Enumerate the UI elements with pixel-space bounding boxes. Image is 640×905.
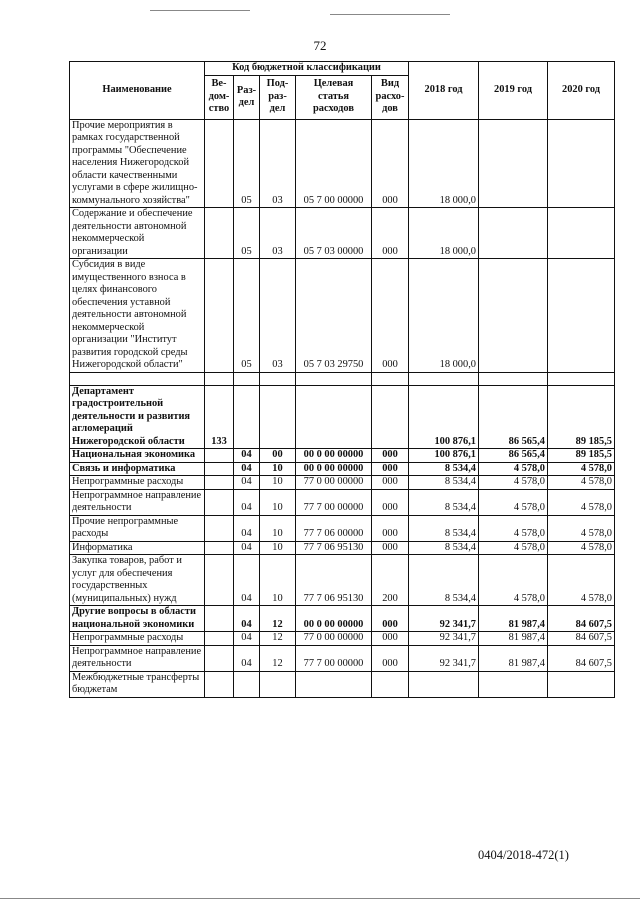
header-podrazdel: Под-раз-дел bbox=[260, 75, 296, 119]
row-2020: 4 578,0 bbox=[548, 555, 615, 606]
table-row bbox=[70, 555, 615, 606]
row-razdel: 04 bbox=[234, 462, 260, 476]
row-podrazdel: 00 bbox=[260, 449, 296, 463]
row-2018: 8 534,4 bbox=[409, 489, 479, 515]
row-target: 77 0 00 00000 bbox=[296, 476, 372, 490]
blank-cell bbox=[260, 372, 296, 385]
row-podrazdel: 10 bbox=[260, 489, 296, 515]
table-row bbox=[70, 385, 615, 449]
row-podrazdel: 10 bbox=[260, 476, 296, 490]
row-vedomstvo: 133 bbox=[205, 385, 234, 449]
header-name: Наименование bbox=[70, 62, 205, 120]
scan-mark-bottom bbox=[0, 898, 640, 899]
row-vedomstvo bbox=[205, 476, 234, 490]
row-2020: 4 578,0 bbox=[548, 476, 615, 490]
row-target: 77 7 06 95130 bbox=[296, 555, 372, 606]
row-razdel bbox=[234, 385, 260, 449]
row-2018: 8 534,4 bbox=[409, 476, 479, 490]
row-target: 05 7 03 00000 bbox=[296, 208, 372, 259]
row-2018: 92 341,7 bbox=[409, 645, 479, 671]
row-2018: 18 000,0 bbox=[409, 208, 479, 259]
row-2020 bbox=[548, 259, 615, 373]
table-row bbox=[70, 208, 615, 259]
row-2020: 84 607,5 bbox=[548, 606, 615, 632]
row-2018: 8 534,4 bbox=[409, 515, 479, 541]
row-razdel: 05 bbox=[234, 208, 260, 259]
row-2020 bbox=[548, 671, 615, 697]
row-name: Связь и информатика bbox=[70, 462, 205, 476]
row-target bbox=[296, 671, 372, 697]
header-classification-group: Код бюджетной классификации bbox=[205, 62, 409, 76]
row-2020: 89 185,5 bbox=[548, 449, 615, 463]
row-podrazdel: 12 bbox=[260, 606, 296, 632]
row-vedomstvo bbox=[205, 606, 234, 632]
row-name: Межбюджетные трансферты бюджетам bbox=[70, 671, 205, 697]
header-target: Целевая статья расходов bbox=[296, 75, 372, 119]
row-podrazdel: 10 bbox=[260, 515, 296, 541]
row-vid: 000 bbox=[372, 119, 409, 208]
header-2020: 2020 год bbox=[548, 62, 615, 120]
row-target: 00 0 00 00000 bbox=[296, 462, 372, 476]
row-name: Непрограммное направление деятельности bbox=[70, 489, 205, 515]
row-target: 77 7 06 95130 bbox=[296, 541, 372, 555]
row-target bbox=[296, 385, 372, 449]
row-2018 bbox=[409, 671, 479, 697]
header-vid: Вид расхо-дов bbox=[372, 75, 409, 119]
blank-cell bbox=[234, 372, 260, 385]
row-razdel: 04 bbox=[234, 541, 260, 555]
row-vedomstvo bbox=[205, 555, 234, 606]
row-podrazdel: 12 bbox=[260, 645, 296, 671]
row-vedomstvo bbox=[205, 489, 234, 515]
row-podrazdel: 12 bbox=[260, 632, 296, 646]
row-vedomstvo bbox=[205, 671, 234, 697]
blank-cell bbox=[479, 372, 548, 385]
row-2018: 100 876,1 bbox=[409, 385, 479, 449]
row-2019: 4 578,0 bbox=[479, 462, 548, 476]
document-code: 0404/2018-472(1) bbox=[478, 848, 569, 862]
table-row bbox=[70, 476, 615, 490]
row-target: 00 0 00 00000 bbox=[296, 449, 372, 463]
row-2020: 84 607,5 bbox=[548, 645, 615, 671]
blank-cell bbox=[205, 372, 234, 385]
table-row bbox=[70, 489, 615, 515]
table-row bbox=[70, 259, 615, 373]
row-razdel: 04 bbox=[234, 645, 260, 671]
row-2018: 92 341,7 bbox=[409, 606, 479, 632]
row-podrazdel: 03 bbox=[260, 119, 296, 208]
row-2018: 18 000,0 bbox=[409, 259, 479, 373]
row-name: Субсидия в виде имущественного взноса в целях финансового обеспечения уставной деятельности автономной некоммерческой организации "Институт развития городской среды Нижегородской области" bbox=[70, 259, 205, 373]
header-2018: 2018 год bbox=[409, 62, 479, 120]
row-2019: 81 987,4 bbox=[479, 632, 548, 646]
row-2019: 81 987,4 bbox=[479, 645, 548, 671]
header-vedomstvo: Ве-дом-ство bbox=[205, 75, 234, 119]
row-2020 bbox=[548, 119, 615, 208]
row-2018: 8 534,4 bbox=[409, 555, 479, 606]
header-razdel: Раз-дел bbox=[234, 75, 260, 119]
row-2019 bbox=[479, 671, 548, 697]
row-2019: 86 565,4 bbox=[479, 449, 548, 463]
row-vid: 000 bbox=[372, 208, 409, 259]
budget-table bbox=[69, 61, 615, 698]
row-name: Национальная экономика bbox=[70, 449, 205, 463]
table-row bbox=[70, 671, 615, 697]
row-name: Информатика bbox=[70, 541, 205, 555]
row-2019: 81 987,4 bbox=[479, 606, 548, 632]
table-row bbox=[70, 632, 615, 646]
row-2020: 4 578,0 bbox=[548, 462, 615, 476]
row-2020 bbox=[548, 208, 615, 259]
table-row bbox=[70, 119, 615, 208]
row-2020: 84 607,5 bbox=[548, 632, 615, 646]
row-name: Закупка товаров, работ и услуг для обеспечения государственных (муниципальных) нужд bbox=[70, 555, 205, 606]
row-podrazdel: 03 bbox=[260, 208, 296, 259]
row-2018: 8 534,4 bbox=[409, 541, 479, 555]
row-razdel: 04 bbox=[234, 606, 260, 632]
row-name: Департамент градостроительной деятельности и развития агломераций Нижегородской области bbox=[70, 385, 205, 449]
row-vid: 000 bbox=[372, 606, 409, 632]
header-2019: 2019 год bbox=[479, 62, 548, 120]
row-vedomstvo bbox=[205, 645, 234, 671]
row-vedomstvo bbox=[205, 462, 234, 476]
table-row bbox=[70, 449, 615, 463]
blank-cell bbox=[372, 372, 409, 385]
row-2018: 18 000,0 bbox=[409, 119, 479, 208]
row-target: 05 7 03 29750 bbox=[296, 259, 372, 373]
row-razdel: 05 bbox=[234, 119, 260, 208]
row-2019: 4 578,0 bbox=[479, 541, 548, 555]
row-2019 bbox=[479, 259, 548, 373]
row-2019 bbox=[479, 119, 548, 208]
row-vid: 000 bbox=[372, 541, 409, 555]
row-vid: 000 bbox=[372, 449, 409, 463]
table-row bbox=[70, 541, 615, 555]
row-target: 77 0 00 00000 bbox=[296, 632, 372, 646]
row-2019: 86 565,4 bbox=[479, 385, 548, 449]
row-2019: 4 578,0 bbox=[479, 476, 548, 490]
row-vid: 000 bbox=[372, 515, 409, 541]
row-2019: 4 578,0 bbox=[479, 515, 548, 541]
row-2019: 4 578,0 bbox=[479, 489, 548, 515]
row-vid: 000 bbox=[372, 259, 409, 373]
row-2020: 4 578,0 bbox=[548, 541, 615, 555]
row-podrazdel: 10 bbox=[260, 541, 296, 555]
row-name: Непрограммные расходы bbox=[70, 632, 205, 646]
row-razdel: 04 bbox=[234, 515, 260, 541]
row-vedomstvo bbox=[205, 515, 234, 541]
row-podrazdel bbox=[260, 671, 296, 697]
blank-cell bbox=[548, 372, 615, 385]
row-podrazdel: 10 bbox=[260, 462, 296, 476]
row-razdel: 04 bbox=[234, 632, 260, 646]
row-2020: 4 578,0 bbox=[548, 515, 615, 541]
row-vid bbox=[372, 671, 409, 697]
scan-mark-top-left bbox=[150, 10, 250, 11]
row-name: Прочие непрограммные расходы bbox=[70, 515, 205, 541]
table-row bbox=[70, 462, 615, 476]
row-podrazdel: 10 bbox=[260, 555, 296, 606]
row-vid: 000 bbox=[372, 476, 409, 490]
row-vedomstvo bbox=[205, 449, 234, 463]
page-number: 72 bbox=[313, 38, 327, 53]
row-2018: 92 341,7 bbox=[409, 632, 479, 646]
row-razdel: 04 bbox=[234, 555, 260, 606]
row-vid: 000 bbox=[372, 632, 409, 646]
row-vedomstvo bbox=[205, 208, 234, 259]
row-2020: 4 578,0 bbox=[548, 489, 615, 515]
row-vedomstvo bbox=[205, 541, 234, 555]
row-vedomstvo bbox=[205, 632, 234, 646]
row-razdel: 04 bbox=[234, 476, 260, 490]
table-row bbox=[70, 515, 615, 541]
row-vedomstvo bbox=[205, 259, 234, 373]
row-razdel: 04 bbox=[234, 449, 260, 463]
row-name: Содержание и обеспечение деятельности автономной некоммерческой организации bbox=[70, 208, 205, 259]
scan-mark-top-right bbox=[330, 14, 450, 15]
blank-cell bbox=[296, 372, 372, 385]
row-target: 00 0 00 00000 bbox=[296, 606, 372, 632]
table-row bbox=[70, 372, 615, 385]
row-name: Прочие мероприятия в рамках государственной программы "Обеспечение населения Нижегородской области качественными услугами в сфере жилищно-коммунального хозяйства" bbox=[70, 119, 205, 208]
table-row bbox=[70, 606, 615, 632]
row-vid: 200 bbox=[372, 555, 409, 606]
row-name: Непрограммные расходы bbox=[70, 476, 205, 490]
row-razdel: 05 bbox=[234, 259, 260, 373]
row-name: Другие вопросы в области национальной экономики bbox=[70, 606, 205, 632]
blank-cell bbox=[70, 372, 205, 385]
row-2018: 8 534,4 bbox=[409, 462, 479, 476]
row-razdel: 04 bbox=[234, 489, 260, 515]
row-target: 05 7 00 00000 bbox=[296, 119, 372, 208]
row-podrazdel: 03 bbox=[260, 259, 296, 373]
row-2019 bbox=[479, 208, 548, 259]
row-target: 77 7 06 00000 bbox=[296, 515, 372, 541]
row-podrazdel bbox=[260, 385, 296, 449]
row-2020: 89 185,5 bbox=[548, 385, 615, 449]
row-vedomstvo bbox=[205, 119, 234, 208]
row-vid bbox=[372, 385, 409, 449]
table-row bbox=[70, 645, 615, 671]
row-name: Непрограммное направление деятельности bbox=[70, 645, 205, 671]
row-vid: 000 bbox=[372, 489, 409, 515]
row-vid: 000 bbox=[372, 645, 409, 671]
row-target: 77 7 00 00000 bbox=[296, 645, 372, 671]
row-target: 77 7 00 00000 bbox=[296, 489, 372, 515]
row-vid: 000 bbox=[372, 462, 409, 476]
blank-cell bbox=[409, 372, 479, 385]
row-razdel bbox=[234, 671, 260, 697]
row-2019: 4 578,0 bbox=[479, 555, 548, 606]
row-2018: 100 876,1 bbox=[409, 449, 479, 463]
